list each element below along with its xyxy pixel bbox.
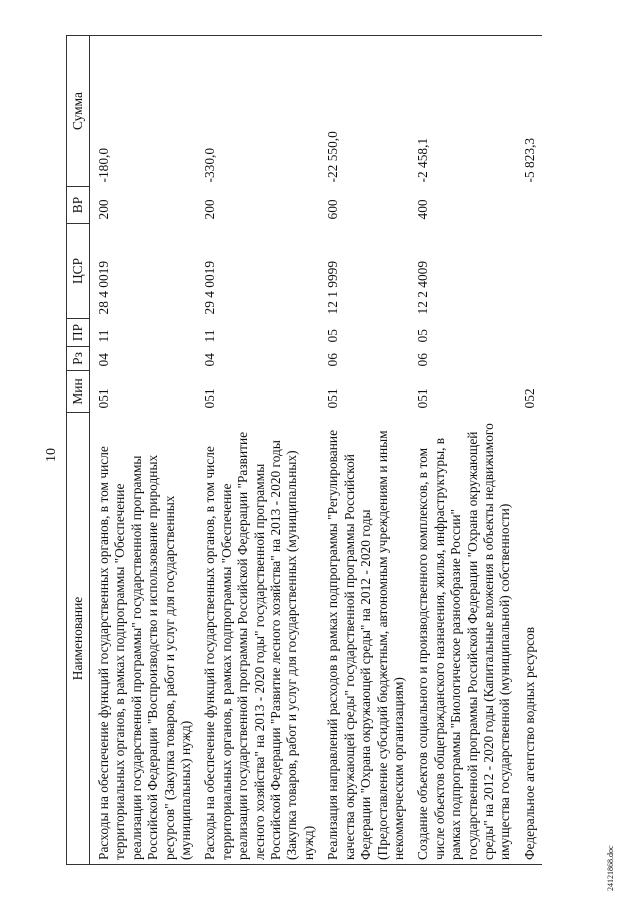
row-name: Создание объектов социального и производственного комплексов, в том числе объектов общегражданского назначения, жилья, инфраструктуры, в рамках подпрограммы "Биологическое разнообразие России" государственной программы Российской Федерации "Охрана окружающей среды" на 2012 - 2020 годы (Капитальные вложения в объекты недвижимого имущества государственной (муниципальной) собственности) — [411, 413, 517, 865]
row-vr: 400 — [415, 199, 431, 220]
row-min: 051 — [202, 388, 218, 409]
header-min: Мин — [67, 371, 90, 413]
row-name: Федеральное агентство водных ресурсов — [518, 413, 542, 865]
header-pr: ПР — [67, 319, 90, 347]
row-sum: -2 458,1 — [411, 36, 517, 187]
row-sum: -22 550,0 — [321, 36, 411, 187]
row-vr — [518, 187, 542, 224]
row-name: Расходы на обеспечение функций государственных органов, в том числе территориальных органов, в рамках подпрограммы "Обеспечение реализации государственной программы Российской Федерации "Развитие лесного хозяйства" на 2013 - 2020 годы" государственной программы Российской Федерации "Развитие лесного хозяйства" на 2013 - 2020 годы (Закупка товаров, работ и услуг для государственных (муниципальных) нужд) — [198, 413, 321, 865]
row-rz: 06 — [325, 353, 341, 367]
row-csr: 28 4 0019 — [96, 260, 111, 315]
table-header-row — [67, 36, 90, 865]
table-row — [518, 36, 542, 865]
row-sum: -180,0 — [92, 36, 198, 187]
row-sum: -5 823,3 — [518, 36, 542, 187]
page-number: 10 — [44, 448, 59, 462]
row-pr — [518, 319, 542, 347]
row-csr: 12 2 4009 — [415, 260, 431, 315]
table-row — [411, 36, 517, 865]
row-pr: 11 — [202, 329, 218, 343]
row-vr: 200 — [202, 199, 218, 220]
header-csr: ЦСР — [67, 224, 90, 319]
row-csr: 12 1 9999 — [325, 260, 341, 315]
row-min: 051 — [325, 388, 341, 409]
document-code: 24121868.doc — [606, 845, 615, 891]
row-csr: 29 4 0019 — [202, 260, 218, 315]
row-min: 051 — [415, 388, 431, 409]
header-vr: ВР — [67, 187, 90, 224]
row-csr — [518, 224, 542, 319]
row-sum: -330,0 — [198, 36, 321, 187]
row-rz: 04 — [202, 353, 218, 367]
row-min: 052 — [521, 388, 537, 409]
row-name: Реализация направлений расходов в рамках подпрограммы "Регулирование качества окружающей среды" государственной программы Российской Федерации "Охрана окружающей среды" на 2012 - 2020 годы (Предоставление субсидий бюджетным, автономным учреждениям и иным некоммерческим организациям) — [321, 413, 411, 865]
table-row — [92, 36, 198, 865]
row-name: Расходы на обеспечение функций государственных органов, в том числе территориальных органов, в рамках подпрограммы "Обеспечение реализации государственной программы" государственной программы Российской Федерации "Воспроизводство и использование природных ресурсов" (Закупка товаров, работ и услуг для государственных (муниципальных) нужд) — [92, 413, 198, 865]
row-vr: 200 — [96, 199, 111, 220]
row-min: 051 — [96, 388, 111, 409]
row-rz: 04 — [96, 353, 111, 367]
row-vr: 600 — [325, 199, 341, 220]
row-pr: 05 — [415, 329, 431, 343]
header-sum: Сумма — [67, 36, 90, 187]
budget-table — [66, 35, 542, 865]
header-rz: Рз — [67, 347, 90, 371]
row-rz — [518, 347, 542, 371]
table-row — [321, 36, 411, 865]
row-pr: 05 — [325, 329, 341, 343]
table-row — [198, 36, 321, 865]
header-name: Наименование — [67, 413, 90, 865]
row-rz: 06 — [415, 353, 431, 367]
row-pr: 11 — [96, 329, 111, 343]
